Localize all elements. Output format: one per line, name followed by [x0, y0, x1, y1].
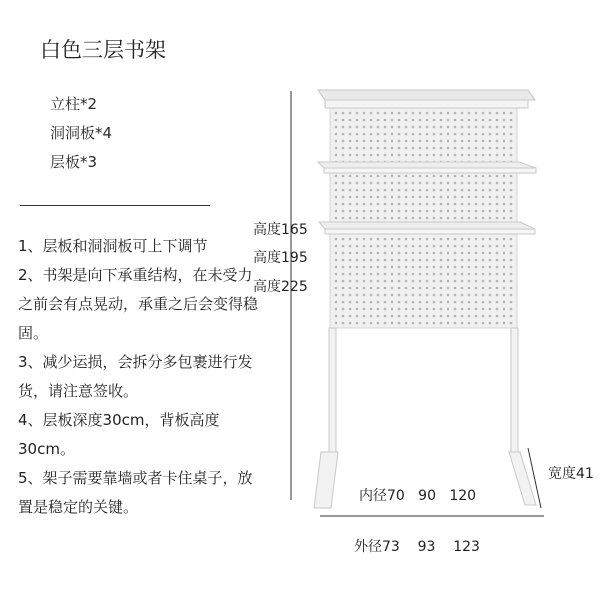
part-pegboards: 洞洞板*4: [50, 124, 113, 142]
depth-label: 宽度41: [548, 466, 594, 482]
outer-width-label: 外径73 93 123: [354, 539, 480, 555]
uprights: [314, 328, 536, 508]
note-4: 4、层板深度30cm，背板高度30cm。: [18, 411, 220, 458]
height-label-165: 高度165: [253, 222, 308, 238]
inner-width-label: 内径70 90 120: [359, 488, 477, 504]
note-1: 1、层板和洞洞板可上下调节: [18, 237, 208, 255]
pegboard-panel: [330, 106, 517, 328]
page-title: 白色三层书架: [40, 38, 166, 62]
part-shelves: 层板*3: [50, 153, 98, 171]
part-uprights: 立柱*2: [50, 95, 98, 113]
note-3: 3、减少运损，会拆分多包裹进行发货，请注意签收。: [18, 353, 253, 400]
note-5: 5、架子需要靠墙或者卡住桌子，放置是稳定的关键。: [18, 469, 253, 516]
top-canopy: [318, 90, 535, 108]
height-label-225: 高度225: [253, 279, 308, 295]
shelf-lower: [319, 222, 535, 234]
note-2: 2、书架是向下承重结构，在未受力之前会有点晃动，承重之后会变得稳固。: [18, 266, 259, 342]
height-label-195: 高度195: [253, 250, 308, 266]
shelf-upper: [318, 162, 536, 173]
